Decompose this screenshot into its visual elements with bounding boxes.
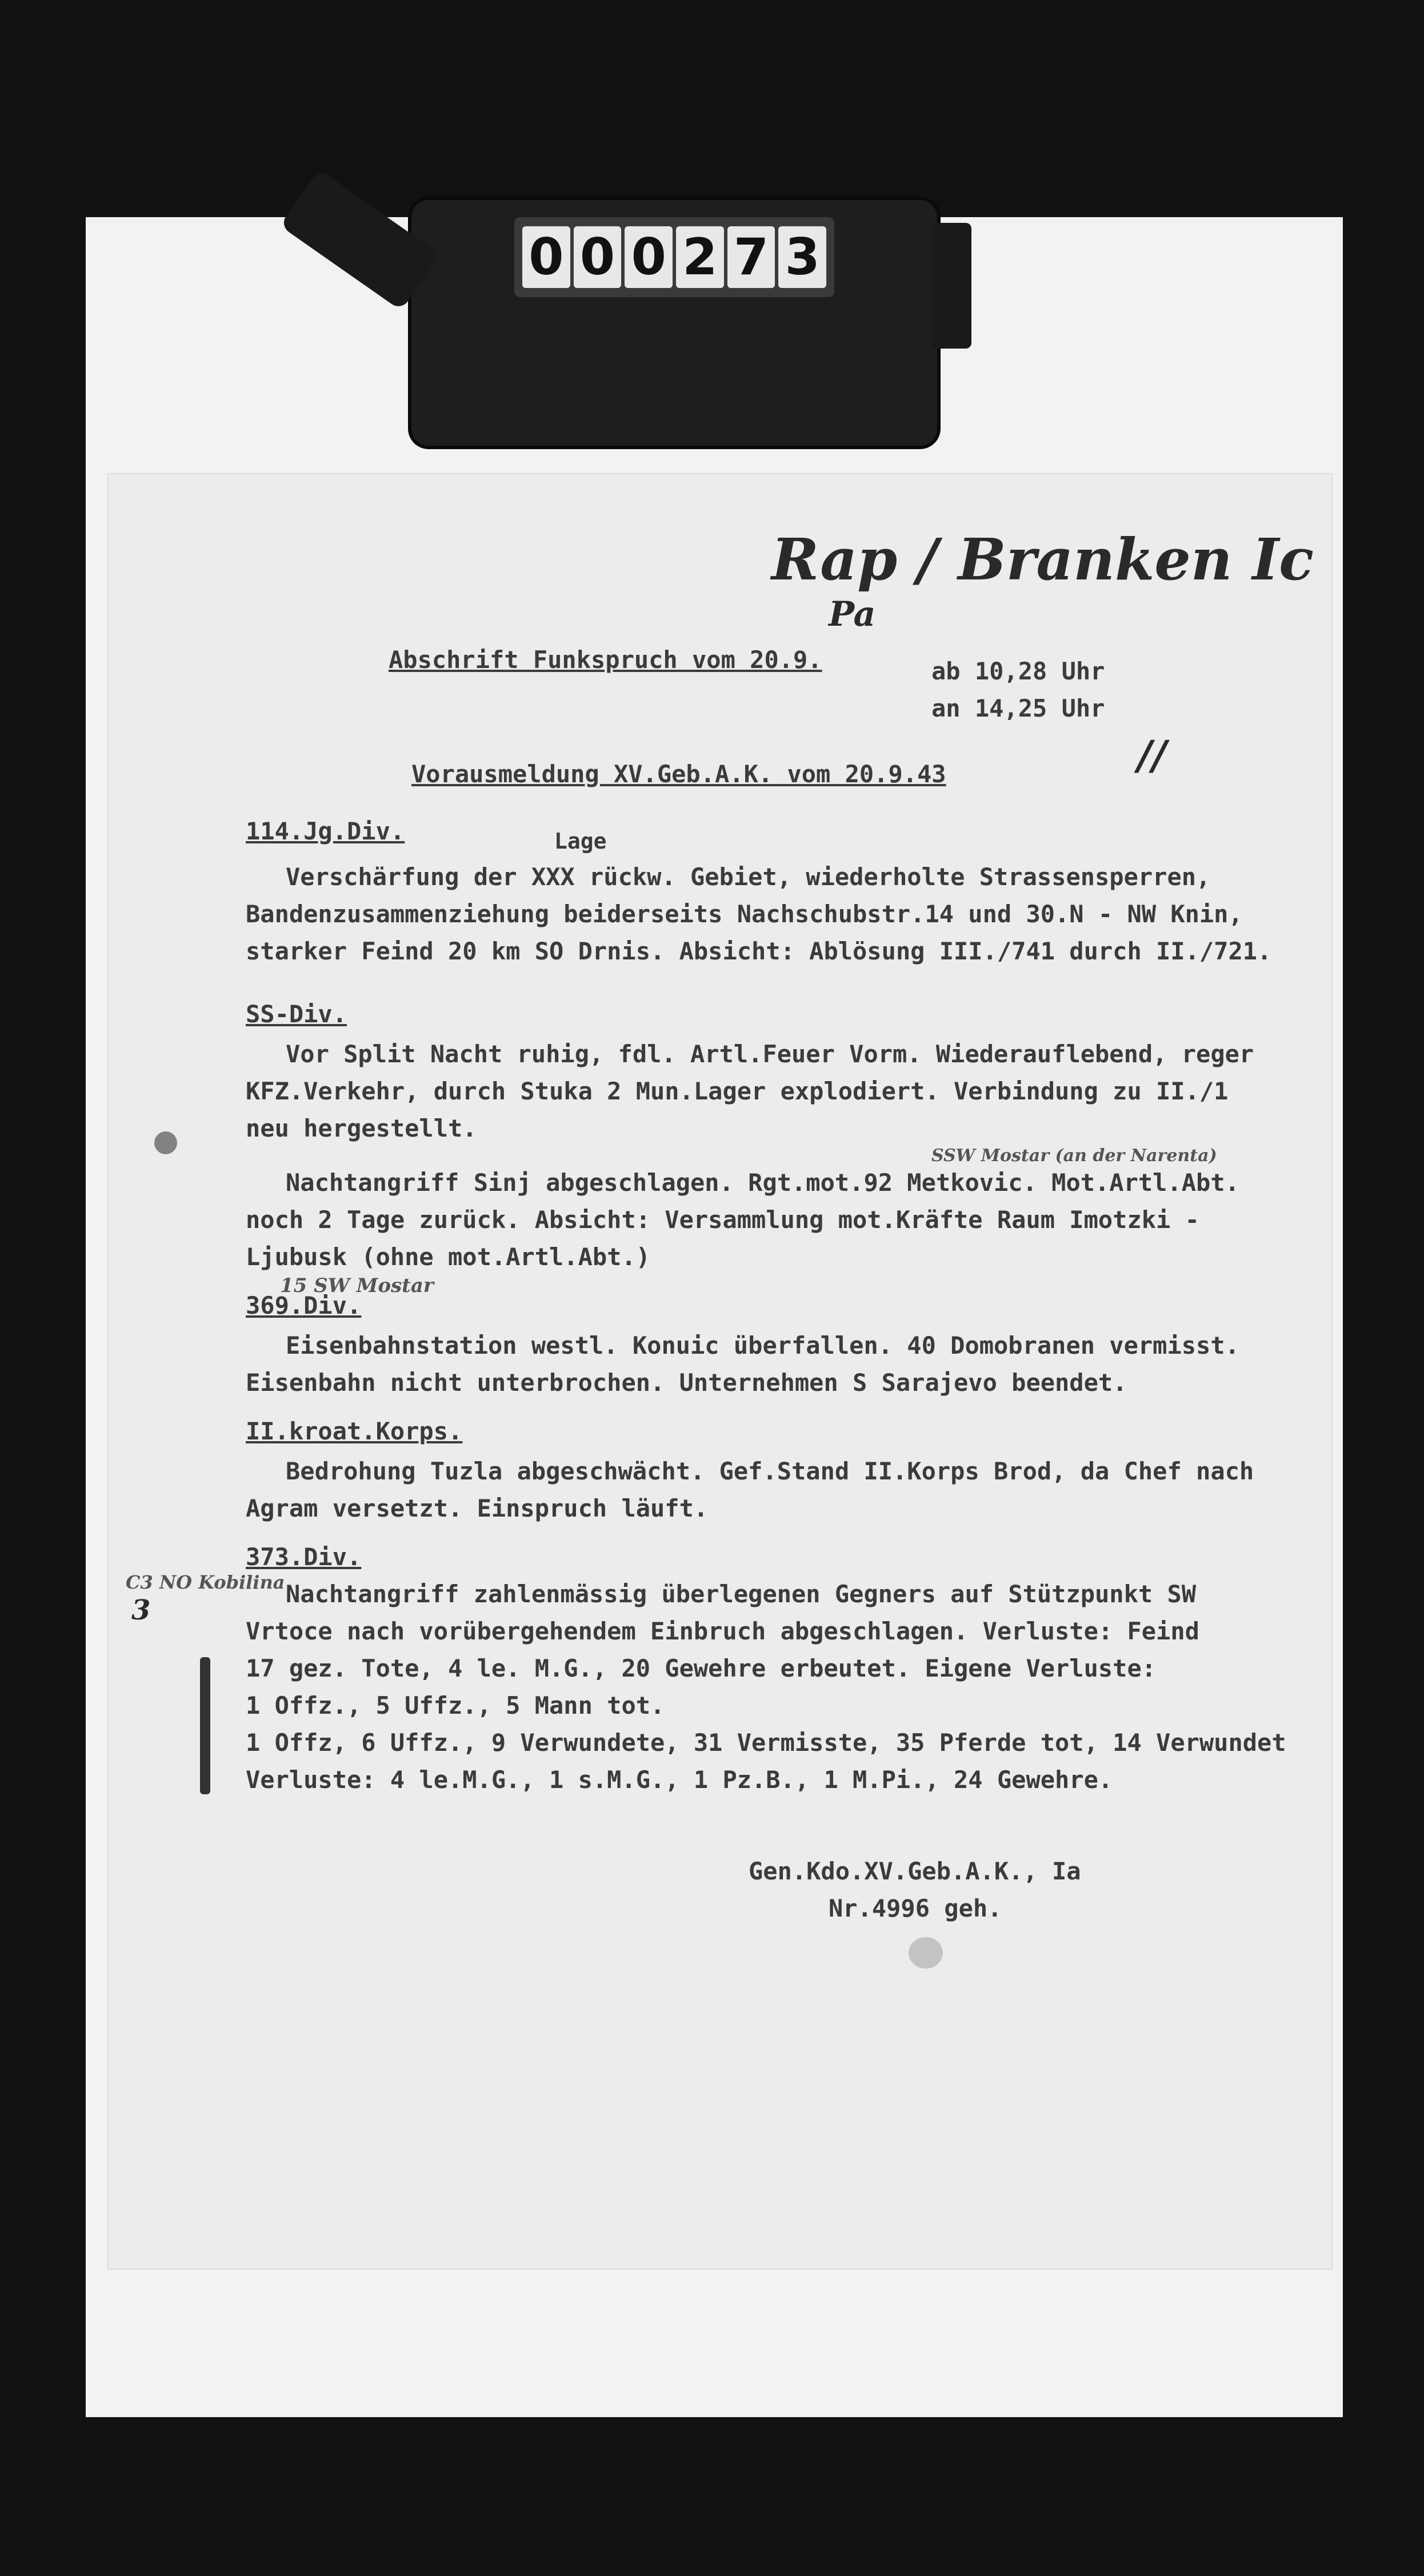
header-title: Abschrift Funkspruch vom 20.9. [389, 646, 822, 674]
margin-bar [200, 1657, 210, 1794]
handwritten-annotation-no: C3 NO Kobilina [126, 1571, 285, 1593]
handwritten-initials: Pa [829, 594, 876, 634]
section-line: Vor Split Nacht ruhig, fdl. Artl.Feuer Vorm. Wiederauflebend, reger [286, 1040, 1254, 1068]
counter-digit: 3 [778, 226, 826, 288]
counter-digit: 2 [676, 226, 724, 288]
counter-digit: 7 [727, 226, 775, 288]
subtitle: Vorausmeldung XV.Geb.A.K. vom 20.9.43 [411, 760, 946, 788]
section-heading: 373.Div. [246, 1543, 362, 1571]
section-insert: Lage [554, 829, 607, 854]
section-line: noch 2 Tage zurück. Absicht: Versammlung mot.Kräfte Raum Imotzki - [246, 1206, 1199, 1234]
section-heading: II.kroat.Korps. [246, 1417, 463, 1445]
smudge [909, 1937, 943, 1969]
counter-knob [931, 223, 971, 349]
signature-line-2: Nr.4996 geh. [829, 1894, 1002, 1922]
handwritten-mark: // [1137, 731, 1167, 779]
section-line: Eisenbahn nicht unterbrochen. Unternehmen S Sarajevo beendet. [246, 1369, 1127, 1397]
section-line: Ljubusk (ohne mot.Artl.Abt.) [246, 1243, 651, 1271]
section-line: Agram versetzt. Einspruch läuft. [246, 1494, 709, 1522]
section-heading: 369.Div. [246, 1291, 362, 1319]
section-line: starker Feind 20 km SO Drnis. Absicht: Ablösung III./741 durch II./721. [246, 937, 1272, 965]
section-line: KFZ.Verkehr, durch Stuka 2 Mun.Lager explodiert. Verbindung zu II./1 [246, 1077, 1229, 1105]
section-line: Nachtangriff zahlenmässig überlegenen Gegners auf Stützpunkt SW [286, 1580, 1197, 1608]
signature-line-1: Gen.Kdo.XV.Geb.A.K., Ia [749, 1857, 1081, 1885]
counter-digits [522, 226, 826, 288]
time-an: an 14,25 Uhr [931, 694, 1105, 722]
document-page [109, 474, 1331, 2269]
frame-counter [411, 200, 937, 446]
handwritten-margin-digit: 3 [131, 1594, 151, 1626]
counter-digit: 0 [522, 226, 570, 288]
section-line: Nachtangriff Sinj abgeschlagen. Rgt.mot.92 Metkovic. Mot.Artl.Abt. [286, 1169, 1239, 1197]
section-line: Bandenzusammenziehung beiderseits Nachschubstr.14 und 30.N - NW Knin, [246, 900, 1243, 928]
section-line: 17 gez. Tote, 4 le. M.G., 20 Gewehre erbeutet. Eigene Verluste: [246, 1654, 1157, 1682]
section-line: Verschärfung der XXX rückw. Gebiet, wiederholte Strassensperren, [286, 863, 1211, 891]
section-line: Bedrohung Tuzla abgeschwächt. Gef.Stand II.Korps Brod, da Chef nach [286, 1457, 1254, 1485]
section-line: Eisenbahnstation westl. Konuic überfallen. 40 Domobranen vermisst. [286, 1331, 1239, 1359]
section-line: neu hergestellt. [246, 1114, 477, 1142]
counter-window [514, 217, 834, 297]
handwritten-annotation-15sw: 15 SW Mostar [280, 1274, 434, 1297]
handwritten-annotation-mostar: SSW Mostar (an der Narenta) [931, 1146, 1217, 1166]
smudge [154, 1131, 177, 1154]
handwritten-top-note: Rap / Branken Ic [771, 526, 1314, 593]
section-heading: 114.Jg.Div. [246, 817, 405, 845]
counter-digit: 0 [574, 226, 622, 288]
document-text [109, 474, 1331, 2269]
section-line: Verluste: 4 le.M.G., 1 s.M.G., 1 Pz.B., 1 M.Pi., 24 Gewehre. [246, 1766, 1113, 1794]
section-line: 1 Offz, 6 Uffz., 9 Verwundete, 31 Vermisste, 35 Pferde tot, 14 Verwundet [246, 1729, 1286, 1757]
section-heading: SS-Div. [246, 1000, 347, 1028]
section-line: Vrtoce nach vorübergehendem Einbruch abgeschlagen. Verluste: Feind [246, 1617, 1199, 1645]
time-ab: ab 10,28 Uhr [931, 657, 1105, 685]
section-line: 1 Offz., 5 Uffz., 5 Mann tot. [246, 1691, 665, 1719]
counter-digit: 0 [625, 226, 673, 288]
